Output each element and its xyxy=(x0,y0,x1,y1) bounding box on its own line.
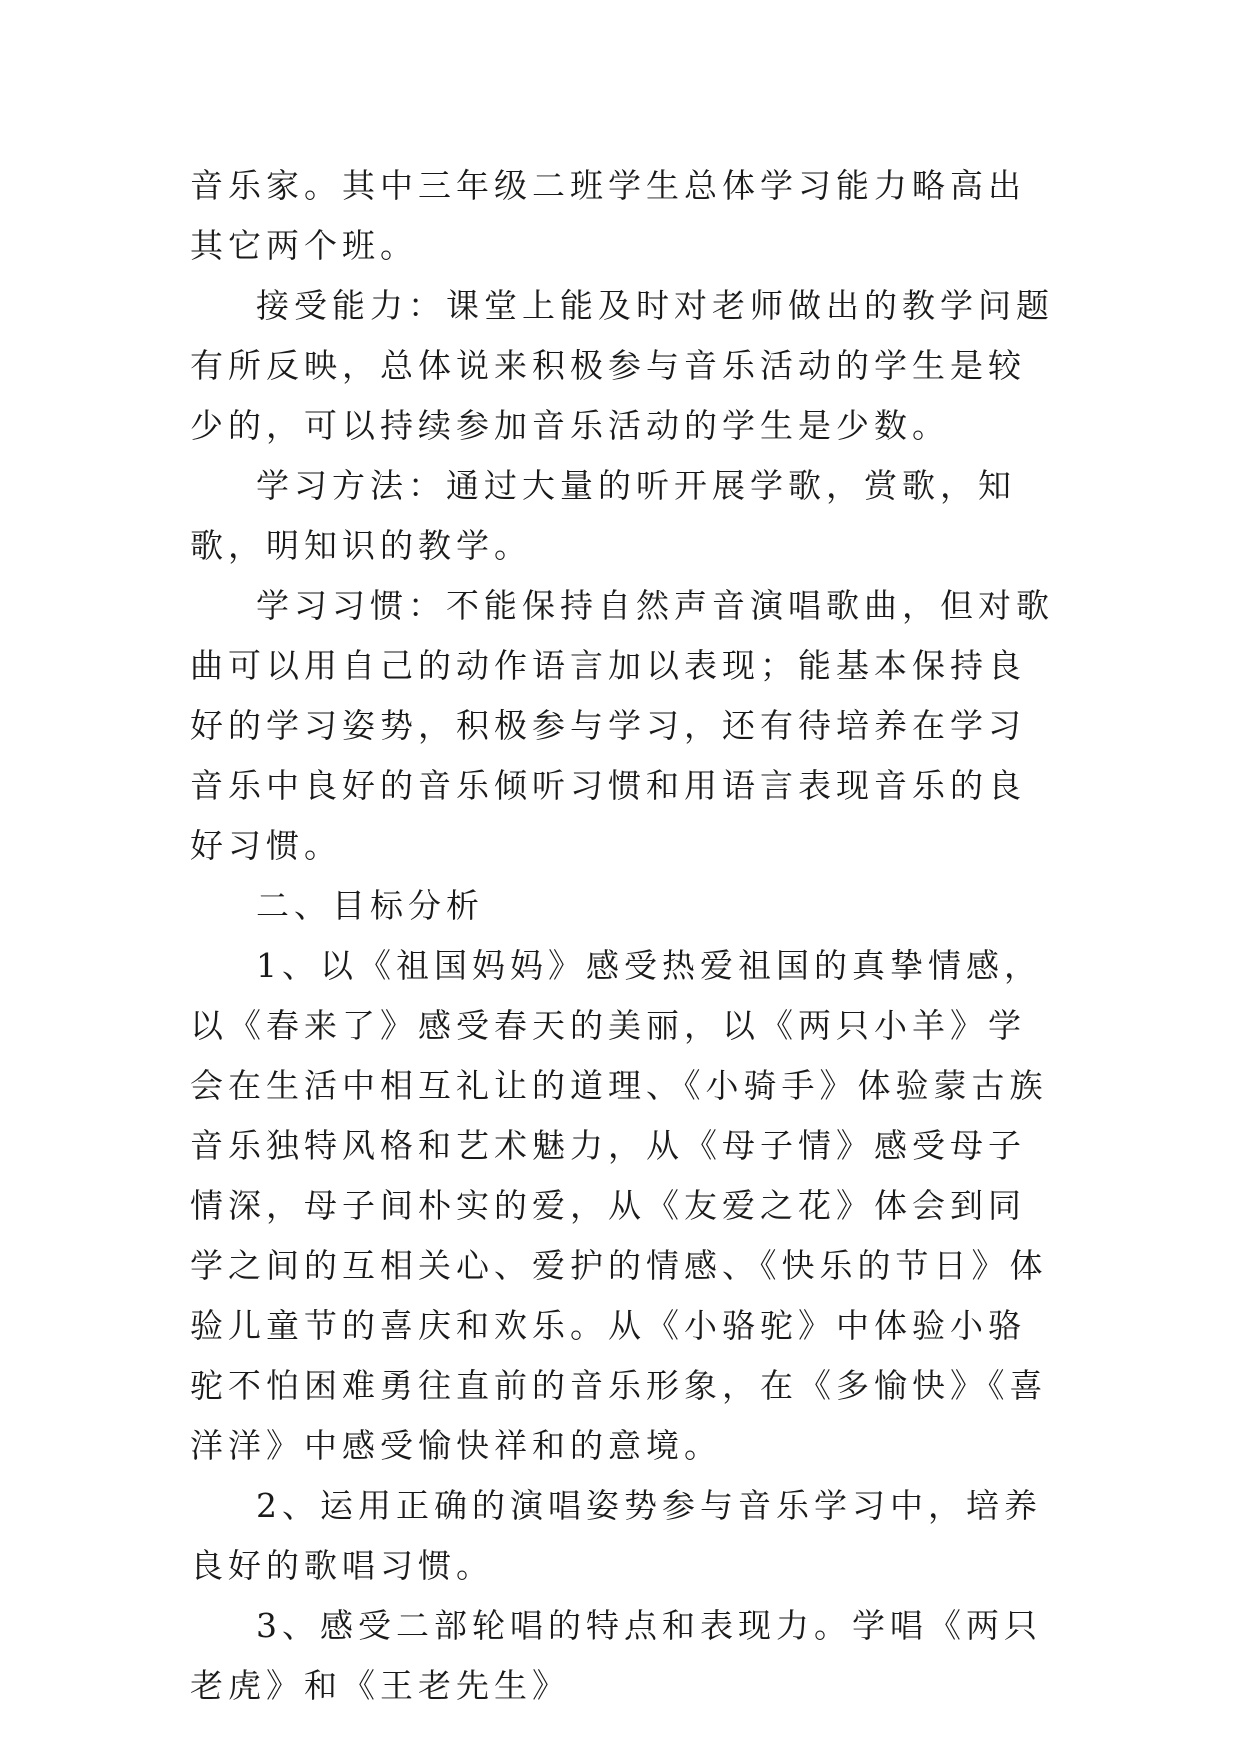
section-heading-goal-analysis: 二、目标分析 xyxy=(256,886,484,925)
paragraph-acceptance-ability: 接受能力：课堂上能及时对老师做出的教学问题有所反映，总体说来积极参与音乐活动的学生是较少的，可以持续参加音乐活动的学生是少数。 xyxy=(190,286,1054,445)
paragraph-goal-3: 3、感受二部轮唱的特点和表现力。学唱《两只老虎》和《王老先生》 xyxy=(190,1606,1042,1705)
paragraph-learning-method: 学习方法：通过大量的听开展学歌，赏歌，知歌，明知识的教学。 xyxy=(190,466,1016,565)
paragraph-intro-continued: 音乐家。其中三年级二班学生总体学习能力略高出其它两个班。 xyxy=(190,166,1026,265)
paragraph-goal-1: 1、以《祖国妈妈》感受热爱祖国的真挚情感，以《春来了》感受春天的美丽，以《两只小羊》学会在生活中相互礼让的道理、《小骑手》体验蒙古族音乐独特风格和艺术魅力，从《母子情》感受母子情深，母子间朴实的爱，从《友爱之花》体会到同学之间的互相关心、爱护的情感、《快乐的节日》体验儿童节的喜庆和欢乐。从《小骆驼》中体验小骆驼不怕困难勇往直前的音乐形象，在《多愉快》《喜洋洋》中感受愉快祥和的意境。 xyxy=(190,946,1048,1465)
paragraph-goal-2: 2、运用正确的演唱姿势参与音乐学习中，培养良好的歌唱习惯。 xyxy=(190,1486,1042,1585)
document-body xyxy=(190,156,1060,1716)
paragraph-learning-habits: 学习习惯：不能保持自然声音演唱歌曲，但对歌曲可以用自己的动作语言加以表现；能基本保持良好的学习姿势，积极参与学习，还有待培养在学习音乐中良好的音乐倾听习惯和用语言表现音乐的良好习惯。 xyxy=(190,586,1054,865)
